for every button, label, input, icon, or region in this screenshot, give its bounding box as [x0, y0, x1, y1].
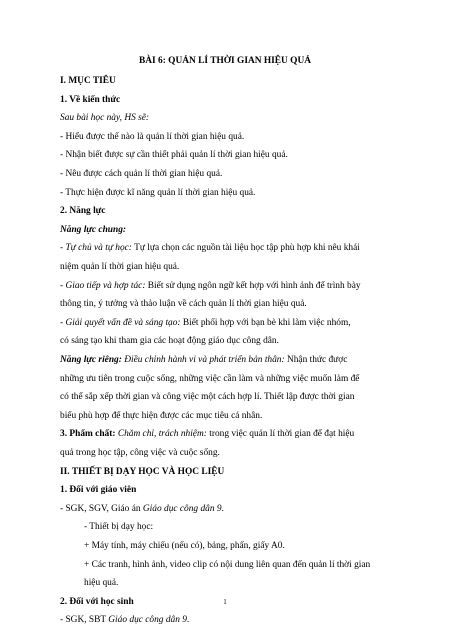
equipment-item-text: hiệu quả.	[84, 578, 119, 589]
student-materials-text: - SGK, SBT	[60, 615, 109, 626]
quality-paragraph	[60, 428, 354, 440]
specific-competence-paragraph	[60, 354, 347, 366]
student-materials	[60, 614, 189, 626]
specific-competence-text-cont: có thể sắp xếp thời gian và công việc một cách hợp lí. Thiết lập được thời gian	[60, 392, 355, 403]
student-book-title: Giáo dục công dân 9	[108, 615, 187, 626]
student-heading-text: 2. Đối với học sinh	[60, 596, 134, 607]
knowledge-item: - Nhận biết được sự cần thiết phải quản lí thời gian hiệu quả.	[60, 150, 288, 161]
competence-heading: 2. Năng lực	[60, 206, 106, 217]
teacher-materials-text: - SGK, SGV, Giáo án	[60, 503, 143, 514]
specific-competence-text: Nhận thức được	[284, 355, 348, 365]
equipment-item-cont	[84, 577, 118, 589]
knowledge-item: - Hiểu được thế nào là quản lí thời gian hiệu quả.	[60, 131, 245, 142]
self-study-text: Tự lựa chọn các nguồn tài liệu học tập phù hợp khi nêu khái	[131, 243, 360, 254]
knowledge-heading: 1. Về kiến thức	[60, 94, 121, 105]
student-materials-end: .	[186, 615, 190, 626]
specific-competence-label: Năng lực riêng:	[60, 355, 122, 365]
self-study-text-cont: niệm quản lí thời gian hiệu quả.	[60, 262, 180, 272]
section-objectives-heading: I. MỤC TIÊU	[60, 76, 116, 86]
self-study-label: - Tự chủ và tự học:	[60, 243, 132, 254]
communication-text-cont: thông tin, ý tưởng và thảo luận về cách quản lí thời gian hiệu quả.	[60, 299, 307, 310]
teacher-heading: 1. Đối với giáo viên	[60, 485, 137, 496]
knowledge-item: - Thực hiện được kĩ năng quản lí thời gian hiệu quả.	[60, 187, 256, 198]
specific-competence-text-cont: biểu phù hợp để thực hiện được các mục tiêu cá nhân.	[60, 410, 263, 421]
problem-solving-paragraph	[60, 317, 351, 329]
communication-text: Biết sử dụng ngôn ngữ kết hợp với hình ảnh để trình bày	[145, 280, 361, 291]
specific-competence-text-cont: những ưu tiên trong cuộc sống, những việc cần làm và những việc muốn làm để	[60, 373, 360, 384]
quality-label: 3. Phẩm chất:	[60, 429, 116, 440]
problem-solving-text: Biết phối hợp với bạn bè khi làm việc nhóm,	[180, 317, 351, 328]
quality-text: trong việc quản lí thời gian để đạt hiệu	[206, 429, 355, 440]
section-equipment-heading: II. THIẾT BỊ DẠY HỌC VÀ HỌC LIỆU	[60, 466, 225, 477]
page-number: 1	[223, 598, 227, 606]
specific-competence-italic: Điều chỉnh hành vi và phát triển bản thân:	[121, 355, 285, 365]
self-study-paragraph	[60, 242, 360, 254]
equipment-item: + Các tranh, hình ảnh, video clip có nội dung liên quan đến quản lí thời gian	[84, 559, 371, 570]
knowledge-item: - Nêu được cách quản lí thời gian hiệu quả.	[60, 169, 223, 179]
quality-text-cont: quả trong học tập, công việc và cuộc sống.	[60, 448, 220, 458]
teacher-materials-end: .	[221, 503, 224, 514]
equipment-label: - Thiết bị dạy học:	[84, 522, 154, 533]
communication-paragraph	[60, 280, 361, 292]
lesson-title: BÀI 6: QUẢN LÍ THỜI GIAN HIỆU QUẢ	[139, 56, 311, 66]
quality-italic: Chăm chỉ, trách nhiệm:	[115, 429, 207, 440]
general-competence-heading: Năng lực chung:	[60, 224, 127, 235]
knowledge-intro: Sau bài học này, HS sẽ:	[60, 113, 150, 124]
teacher-book-title: Giáo dục công dân 9	[142, 503, 222, 514]
teacher-materials	[60, 503, 224, 515]
problem-solving-label: - Giải quyết vấn đề và sáng tạo:	[60, 317, 181, 328]
communication-label: - Giao tiếp và hợp tác:	[60, 280, 146, 291]
problem-solving-text-cont: có sáng tạo khi tham gia các hoạt động giáo dục công dân.	[60, 336, 279, 347]
equipment-item: + Máy tính, máy chiếu (nếu có), bảng, phấn, giấy A0.	[84, 541, 285, 551]
